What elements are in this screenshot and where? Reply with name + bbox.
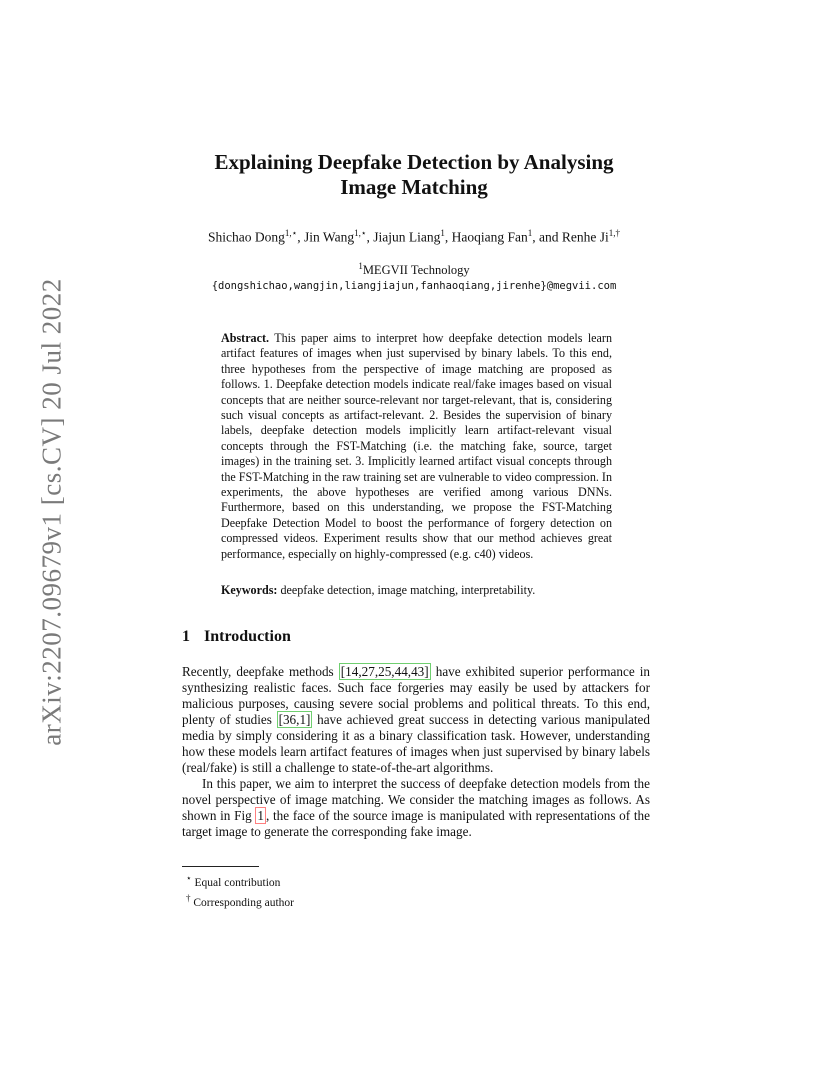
paper-title [0, 150, 828, 200]
abstract-text: This paper aims to interpret how deepfake detection models learn artifact features of images when just supervised by binary labels. To this end, three hypotheses from the perspective of image matching are proposed as follows. 1. Deepfake detection models indicate real/fake images based on visual concepts that are neither source-relevant nor target-relevant, that is, considering such visual concepts as artifact-relevant. 2. Besides the supervision of binary labels, deepfake detection models implicitly learn artifact-relevant visual concepts through the FST-Matching (i.e. the matching fake, source, target images) in the training set. 3. Implicitly learned artifact visual concepts through the FST-Matching in the raw training set are vulnerable to video compression. In experiments, the above hypotheses are verified among various DNNs. Furthermore, based on this understanding, we propose the FST-Matching Deepfake Detection Model to boost the performance of forgery detection on compressed videos. Experiment results show that our method achieves great performance, especially on highly-compressed (e.g. c40) videos. [221, 331, 612, 561]
author-affiliation-mark: 1,⋆ [284, 228, 298, 238]
paragraph-text: Recently, deepfake methods [182, 664, 339, 679]
paragraph-text: In this paper, we aim to interpret the success of deepfake detection models from the novel perspective of image matching. We consider the matching images as follows. As shown in Fig [182, 776, 650, 823]
paragraph-text: , the face of the source image is manipulated with representations of the target image to generate the corresponding fake image. [182, 808, 650, 839]
introduction-body [182, 664, 650, 840]
author-separator: , [366, 229, 374, 245]
author-name: Renhe Ji [561, 229, 609, 245]
section-heading [182, 628, 291, 646]
keywords-text: deepfake detection, image matching, interpretability. [280, 583, 536, 597]
footnote-divider [182, 866, 259, 867]
keywords-label: Keywords: [221, 583, 278, 597]
affiliation-name: MEGVII Technology [362, 263, 470, 278]
citation-link[interactable]: [36,1] [278, 712, 311, 727]
author-affiliation-mark: 1 [440, 228, 445, 238]
figure-reference-link[interactable]: 1 [257, 808, 265, 823]
footnote [186, 891, 294, 911]
footnote [186, 871, 294, 891]
affiliation-mark: 1 [358, 261, 363, 271]
author-list [0, 228, 828, 246]
paragraph [182, 664, 650, 776]
author-separator: , and [532, 229, 562, 245]
section-title: Introduction [204, 628, 291, 645]
citation-link[interactable]: [14,27,25,44,43] [340, 664, 429, 679]
keywords [221, 583, 612, 598]
author-separator: , [297, 229, 305, 245]
author-name: Shichao Dong [208, 229, 285, 245]
author-separator: , [444, 229, 452, 245]
author-affiliation-mark: 1,† [608, 228, 620, 238]
footnote-text: Equal contribution [194, 876, 281, 889]
affiliation-block [0, 258, 828, 294]
paragraph-text: have exhibited superior performance in synthesizing realistic faces. Such face forgeries may easily be used by attackers for malicious purposes, causing severe social problems and political threats. To this end, plenty of studies [182, 664, 650, 727]
section-number: 1 [182, 628, 190, 645]
title-line-1: Explaining Deepfake Detection by Analysing [214, 150, 614, 174]
abstract-label: Abstract. [221, 331, 270, 345]
paragraph-text: have achieved great success in detecting various manipulated media by simply considering it as a binary classification task. However, understanding how these models learn artifact features of images when just supervised by binary labels (real/fake) is still a challenge to state-of-the-art algorithms. [182, 712, 650, 775]
paragraph [182, 776, 650, 840]
author-affiliation-mark: 1 [527, 228, 533, 238]
author-name: Jiajun Liang [373, 229, 441, 245]
arxiv-identifier-stamp: arXiv:2207.09679v1 [cs.CV] 20 Jul 2022 [36, 278, 67, 746]
footnote-mark: ⋆ [186, 873, 192, 883]
author-affiliation-mark: 1,⋆ [354, 228, 367, 238]
author-name: Haoqiang Fan [451, 229, 528, 245]
author-emails: {dongshichao,wangjin,liangjiajun,fanhaoqiang,jirenhe}@megvii.com [211, 280, 617, 293]
title-line-2: Image Matching [340, 175, 488, 199]
footnotes [186, 871, 294, 911]
footnote-text: Corresponding author [193, 896, 294, 909]
abstract [221, 331, 612, 562]
author-name: Jin Wang [304, 229, 355, 245]
footnote-mark: † [186, 892, 191, 903]
